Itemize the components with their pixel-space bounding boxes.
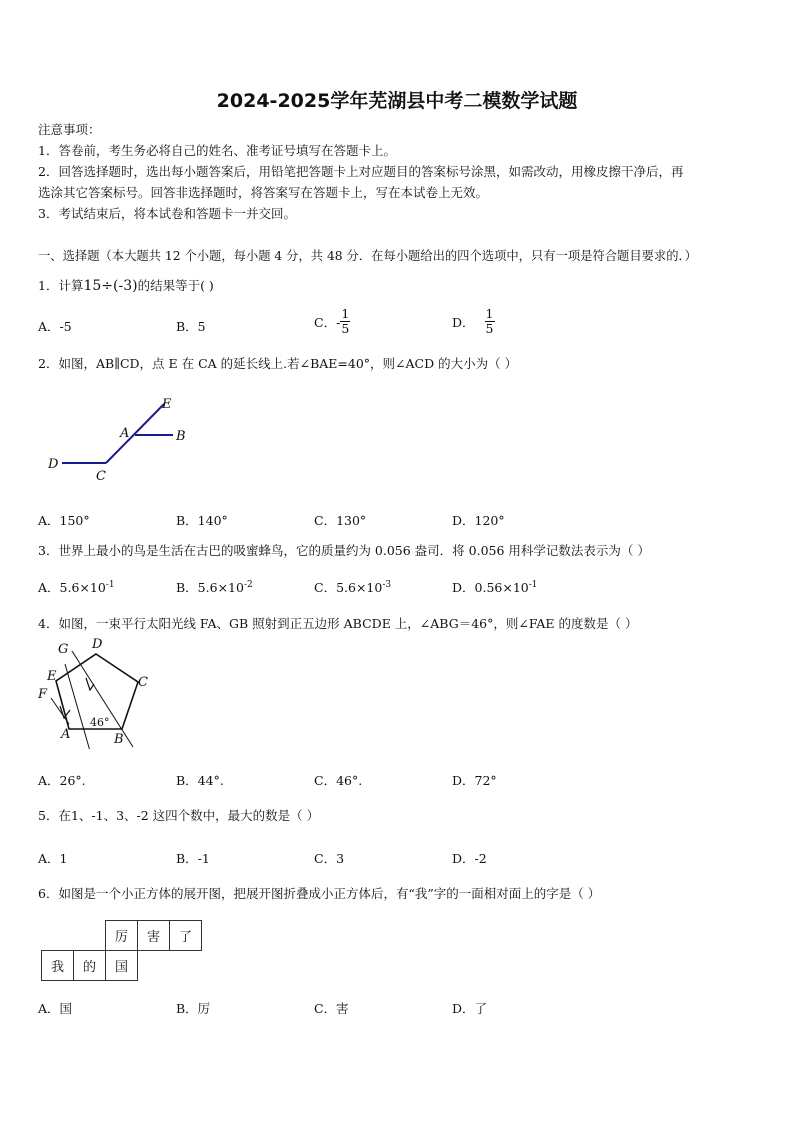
question-5: 5．在1、-1、3、-2 这四个数中，最大的数是（ ） [38, 808, 320, 823]
question-2: 2．如图，AB∥CD，点 E 在 CA 的延长线上.若∠BAE=40°，则∠ACD 的大小为（ ） [38, 356, 518, 371]
q5-option-c: C．3 [314, 851, 345, 866]
notice-item-2: 2．回答选择题时，选出每小题答案后，用铅笔把答题卡上对应题目的答案标号涂黑，如需改动，用橡皮擦干净后，再 [38, 164, 684, 179]
question-1 [38, 276, 214, 294]
label-g: G [58, 642, 69, 657]
notice-heading: 注意事项： [38, 122, 101, 137]
q6-option-d: D．了 [452, 1001, 488, 1016]
q2-figure [40, 390, 200, 490]
q4-option-c: C．46°. [314, 773, 363, 788]
net-cell: 害 [138, 921, 170, 951]
net-cell: 国 [106, 951, 138, 981]
q1-prefix: 1．计算 [38, 278, 84, 293]
q1-option-d-fraction [485, 307, 495, 336]
angle-label: 46° [90, 716, 110, 729]
label-a: A [61, 727, 71, 742]
label-c: C [96, 469, 106, 484]
net-cell: 我 [42, 951, 74, 981]
q4-option-b: B．44°. [176, 773, 224, 788]
notice-item-2-cont: 选涂其它答案标号。回答非选择题时，将答案写在答题卡上，写在本试卷上无效。 [38, 185, 489, 200]
label-a: A [120, 426, 130, 441]
q6-option-b: B．厉 [176, 1001, 211, 1016]
q6-option-c: C．害 [314, 1001, 349, 1016]
question-6: 6．如图是一个小正方体的展开图，把展开图折叠成小正方体后，有“我”字的一面相对面上的字是（ ） [38, 886, 601, 901]
q3-option-b-exponent: -2 [243, 579, 253, 590]
net-cell: 了 [170, 921, 202, 951]
q6-option-a: A．国 [38, 1001, 73, 1016]
question-4: 4．如图，一束平行太阳光线 FA、GB 照射到正五边形 ABCDE 上，∠ABG＝46°，则∠FAE 的度数是（ ） [38, 616, 638, 631]
net-cell: 厉 [106, 921, 138, 951]
cube-net [41, 920, 202, 981]
q1-option-d [452, 307, 495, 336]
q3-option-b-base: B．5.6×10 [176, 580, 244, 595]
q1-option-b: B．5 [176, 319, 206, 334]
q2-option-a: A．150° [38, 513, 90, 528]
q3-option-d-base: D．0.56×10 [452, 580, 529, 595]
q4-option-d: D．72° [452, 773, 497, 788]
q3-option-b [176, 578, 253, 596]
q3-option-a-base: A．5.6×10 [38, 580, 106, 595]
label-c: C [138, 675, 148, 690]
q4-option-a: A．26°. [38, 773, 86, 788]
q1-expression: 15÷(-3) [83, 278, 138, 294]
q1-option-d-label: D． [452, 314, 475, 330]
q5-option-b: B．-1 [176, 851, 210, 866]
q3-option-a-exponent: -1 [105, 579, 115, 590]
q3-option-a [38, 578, 115, 596]
q3-option-d-exponent: -1 [528, 579, 538, 590]
q1-option-c-label: C．- [314, 314, 341, 330]
label-b: B [114, 732, 124, 747]
q5-option-d: D．-2 [452, 851, 487, 866]
label-b: B [176, 429, 186, 444]
q3-option-c-base: C．5.6×10 [314, 580, 383, 595]
label-e: E [162, 397, 172, 412]
question-3: 3．世界上最小的鸟是生活在古巴的吸蜜蜂鸟，它的质量约为 0.056 盎司．将 0.056 用科学记数法表示为（ ） [38, 543, 650, 558]
q3-option-d [452, 578, 538, 596]
q2-option-c: C．130° [314, 513, 367, 528]
q1-option-c [314, 307, 350, 336]
section-heading: 一、选择题（本大题共 12 个小题，每小题 4 分，共 48 分．在每小题给出的四个选项中，只有一项是符合题目要求的．） [38, 249, 697, 263]
fraction-denominator: 5 [485, 321, 494, 336]
label-d: D [48, 457, 59, 472]
q1-option-a: A．-5 [38, 319, 72, 334]
net-cell: 的 [74, 951, 106, 981]
page-title: 2024-2025学年芜湖县中考二模数学试题 [216, 90, 578, 112]
notice-item-1: 1．答卷前，考生务必将自己的姓名、准考证号填写在答题卡上。 [38, 143, 396, 158]
q3-option-c [314, 578, 391, 596]
label-f: F [38, 687, 48, 702]
q3-option-c-exponent: -3 [382, 579, 392, 590]
label-d: D [92, 637, 103, 652]
fraction-numerator: 1 [341, 306, 350, 321]
q4-figure [34, 634, 154, 749]
fraction-denominator: 5 [341, 321, 350, 336]
q2-option-b: B．140° [176, 513, 228, 528]
q1-option-c-fraction [340, 307, 350, 336]
label-e: E [47, 669, 57, 684]
q1-suffix: 的结果等于( ) [137, 278, 214, 293]
q5-option-a: A．1 [38, 851, 68, 866]
q2-option-d: D．120° [452, 513, 505, 528]
notice-item-3: 3．考试结束后，将本试卷和答题卡一并交回。 [38, 206, 296, 221]
fraction-numerator: 1 [485, 306, 494, 321]
